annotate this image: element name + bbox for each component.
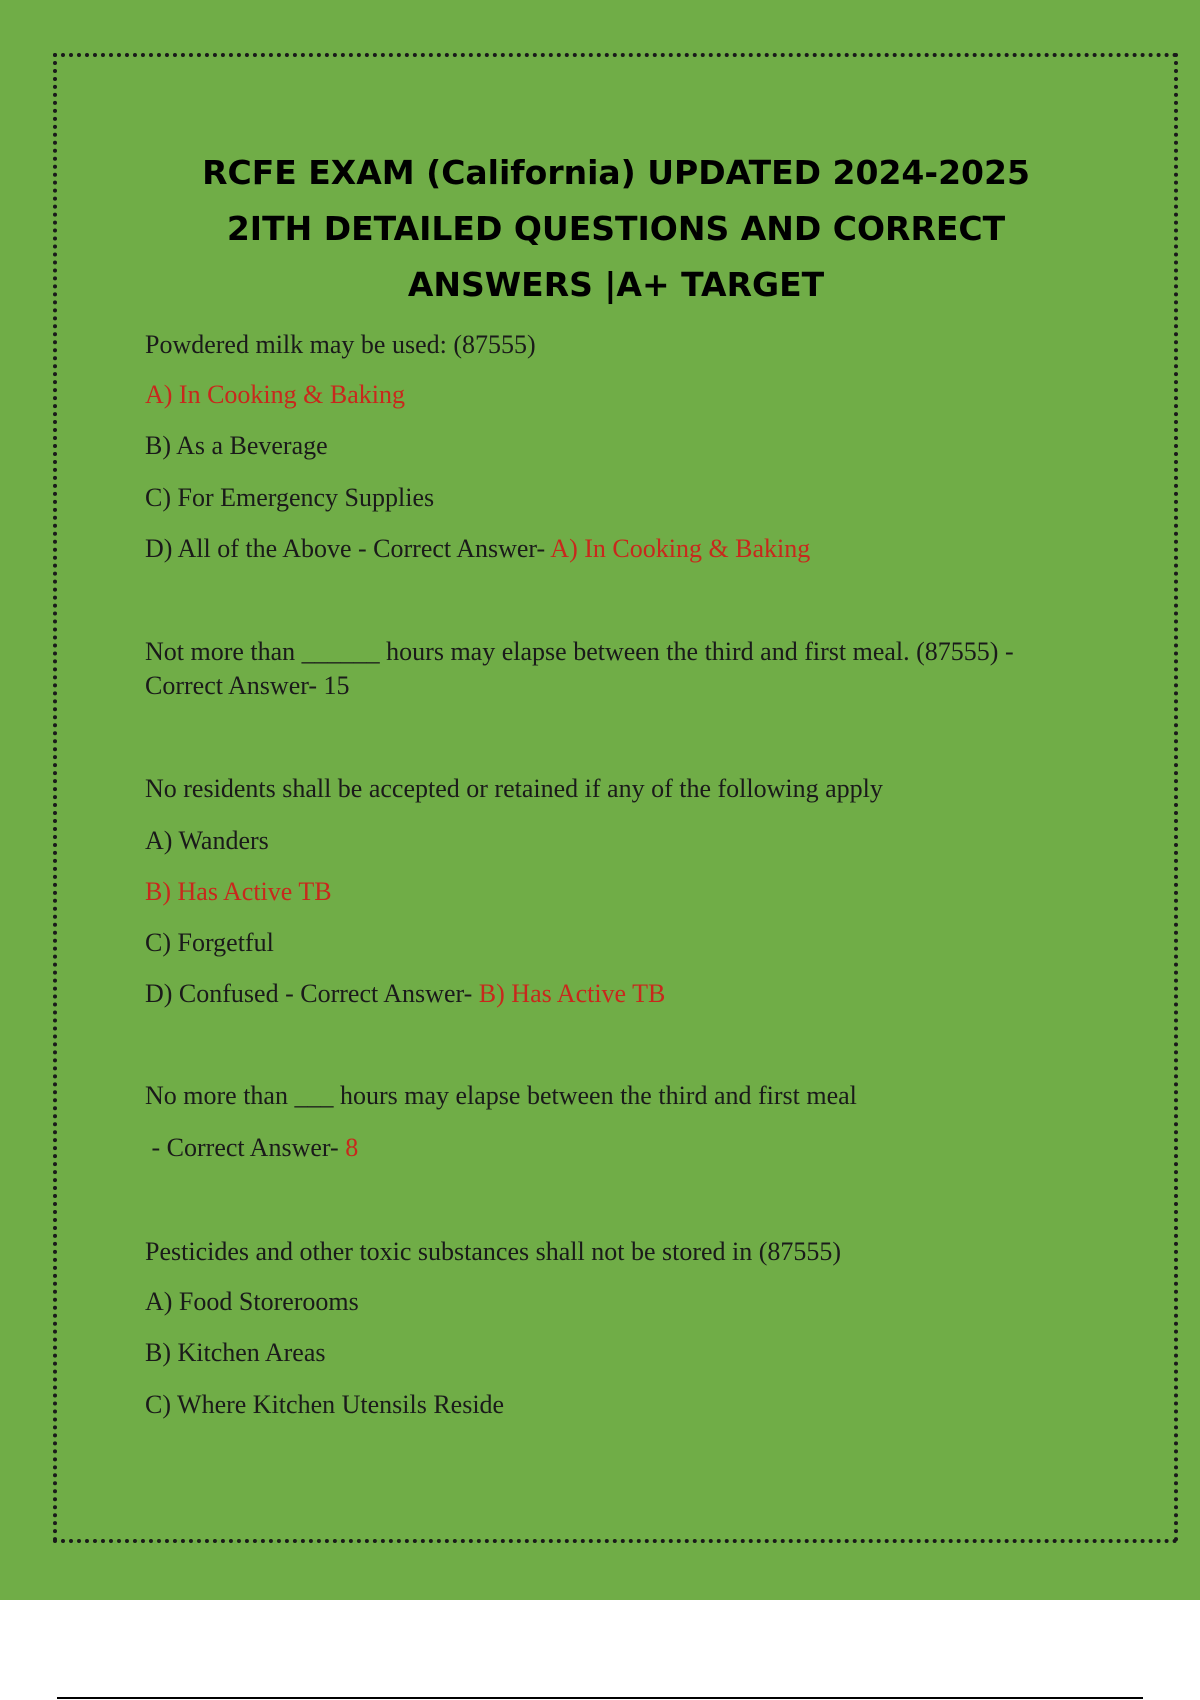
q3-option-d: D) Confused - Correct Answer- [145, 979, 479, 1008]
q4-answer-prefix: - Correct Answer- [145, 1133, 346, 1162]
q1-correct-answer: A) In Cooking & Baking [550, 534, 811, 563]
q3-option-a: A) Wanders [145, 826, 269, 855]
q3-correct-answer: B) Has Active TB [478, 979, 666, 1008]
q4-correct-answer: 8 [345, 1133, 359, 1162]
q1-option-c: C) For Emergency Supplies [145, 483, 435, 512]
q1-option-d: D) All of the Above - Correct Answer- [145, 534, 551, 563]
q5-question: Pesticides and other toxic substances shall not be stored in (87555) [145, 1237, 842, 1266]
title-line-1: RCFE EXAM (California) UPDATED 2024-2025 [202, 153, 1030, 192]
footer-rule [57, 1697, 1143, 1699]
q1-question: Powdered milk may be used: (87555) [145, 330, 536, 359]
q3-question: No residents shall be accepted or retained if any of the following apply [145, 774, 883, 803]
q5-option-c: C) Where Kitchen Utensils Reside [145, 1390, 505, 1419]
q3-option-d-line [145, 977, 665, 1011]
q5-option-b: B) Kitchen Areas [145, 1338, 326, 1367]
q1-option-d-line [145, 532, 810, 566]
title-line-3: ANSWERS |A+ TARGET [407, 265, 825, 304]
q1-option-a: A) In Cooking & Baking [145, 380, 405, 409]
q4-answer-line [145, 1131, 358, 1165]
q5-option-a: A) Food Storerooms [145, 1287, 359, 1316]
q2-question-line-1: Not more than ______ hours may elapse between the third and first meal. (87555) - [145, 637, 1014, 666]
title-line-2: 2ITH DETAILED QUESTIONS AND CORRECT [226, 209, 1006, 248]
q1-option-b: B) As a Beverage [145, 431, 328, 460]
q2-question-line-2: Correct Answer- 15 [145, 671, 350, 700]
q3-option-c: C) Forgetful [145, 928, 274, 957]
q4-question: No more than ___ hours may elapse between the third and first meal [145, 1081, 857, 1110]
q3-option-b: B) Has Active TB [145, 877, 332, 906]
document-title [130, 145, 1102, 313]
